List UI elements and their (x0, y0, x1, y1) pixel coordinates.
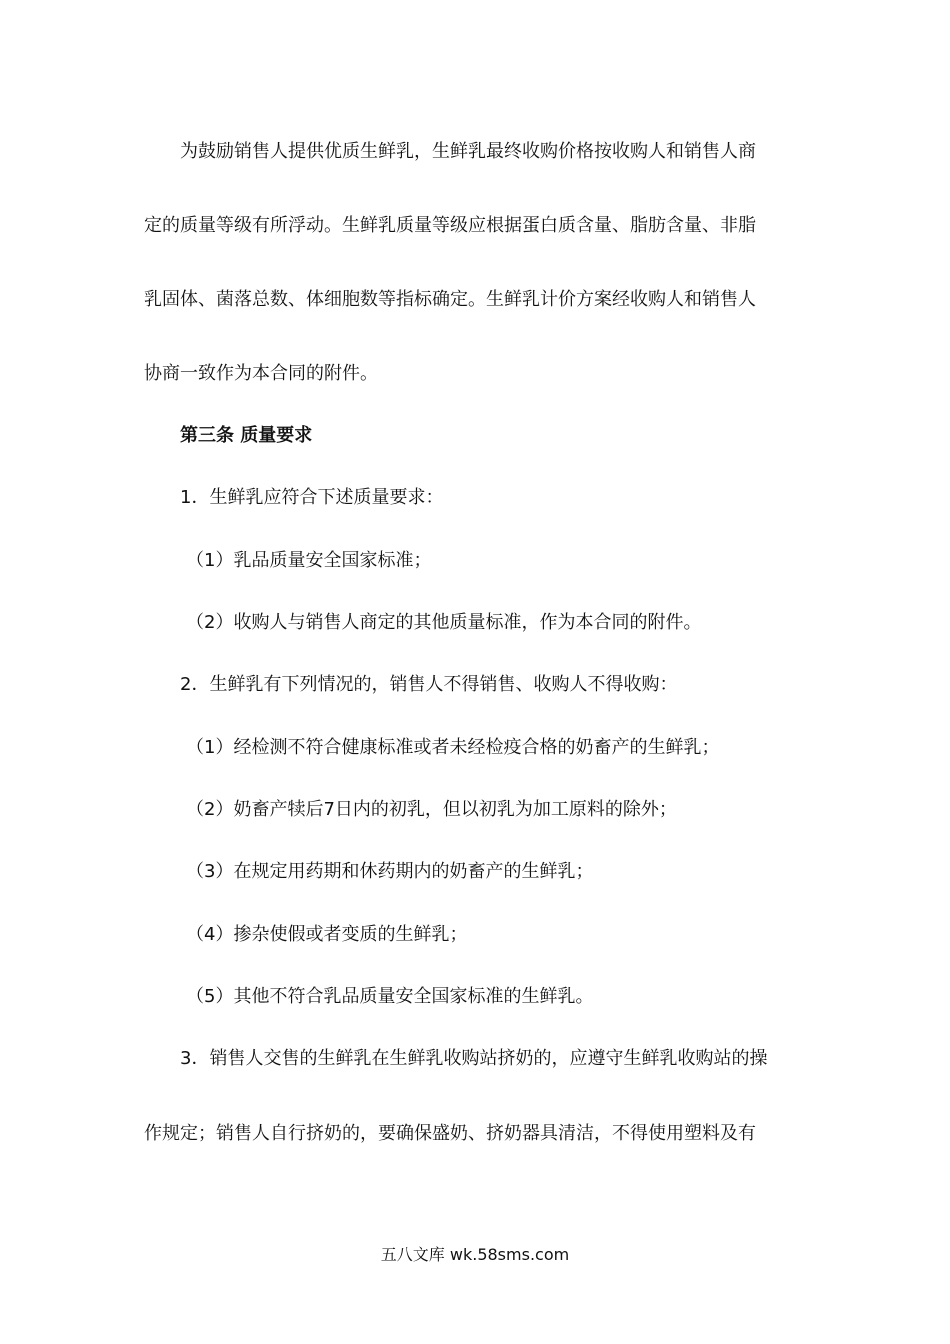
list-item: （2）奶畜产犊后7日内的初乳，但以初乳为加工原料的除外； (186, 799, 677, 820)
paragraph-line: 作规定；销售人自行挤奶的，要确保盛奶、挤奶器具清洁，不得使用塑料及有 (144, 1123, 756, 1144)
footer-watermark: 五八文库 wk.58sms.com (380, 1245, 570, 1264)
section-heading: 第三条 质量要求 (180, 425, 313, 446)
list-item: （1）经检测不符合健康标准或者未经检疫合格的奶畜产的生鲜乳； (186, 737, 720, 758)
paragraph-line: 3．销售人交售的生鲜乳在生鲜乳收购站挤奶的，应遵守生鲜乳收购站的操 (180, 1048, 768, 1069)
list-item: （1）乳品质量安全国家标准； (186, 550, 432, 571)
paragraph-line: 协商一致作为本合同的附件。 (144, 363, 378, 384)
list-item: 1．生鲜乳应符合下述质量要求： (180, 487, 444, 508)
list-item: 2．生鲜乳有下列情况的，销售人不得销售、收购人不得收购： (180, 674, 678, 695)
list-item: （3）在规定用药期和休药期内的奶畜产的生鲜乳； (186, 861, 594, 882)
list-item: （5）其他不符合乳品质量安全国家标准的生鲜乳。 (186, 986, 594, 1007)
list-item: （2）收购人与销售人商定的其他质量标准，作为本合同的附件。 (186, 612, 702, 633)
paragraph-line: 为鼓励销售人提供优质生鲜乳，生鲜乳最终收购价格按收购人和销售人商 (180, 141, 756, 162)
paragraph-line: 定的质量等级有所浮动。生鲜乳质量等级应根据蛋白质含量、脂肪含量、非脂 (144, 215, 756, 236)
list-item: （4）掺杂使假或者变质的生鲜乳； (186, 924, 468, 945)
paragraph-line: 乳固体、菌落总数、体细胞数等指标确定。生鲜乳计价方案经收购人和销售人 (144, 289, 756, 310)
